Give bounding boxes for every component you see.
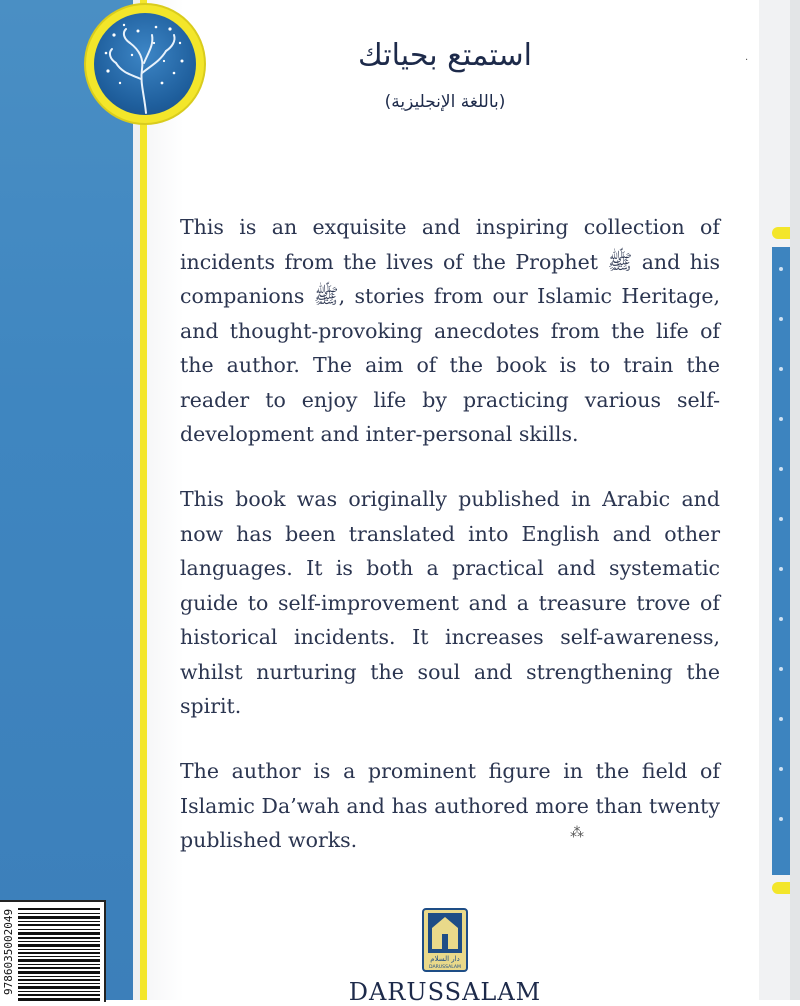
publisher-name: DARUSSALAM bbox=[348, 978, 542, 1006]
tree-emblem-icon bbox=[86, 5, 204, 123]
darussalam-logo-icon bbox=[422, 908, 468, 972]
arabic-subtitle: (باللغة الإنجليزية) bbox=[384, 92, 506, 112]
right-edge-shadow bbox=[790, 0, 800, 1000]
left-spine-panel bbox=[0, 0, 133, 1000]
print-speck: · bbox=[745, 55, 749, 66]
description-paragraph-3: The author is a prominent figure in the field of Islamic Da’wah and has authored more than twenty published works. bbox=[180, 759, 720, 852]
isbn-number: 9786035002049 bbox=[2, 908, 15, 996]
description-paragraph-2: This book was originally published in Arabic and now has been translated into English and other languages. It is both a practical and systematic guide to self-improvement and a treasure trove of historical incidents. It increases self-awareness, whilst nurturing the soul and strengthening the spirit. bbox=[180, 487, 720, 718]
barcode bbox=[0, 900, 106, 1002]
description-paragraph-1: This is an exquisite and inspiring collection of incidents from the lives of the Prophet ﷺ and his companions ﷺ, stories from our Islamic Heritage, and thought-provoking anecdotes from the life of the author. The aim of the book is to train the reader to enjoy life by practicing various self-development and inter-personal skills. bbox=[180, 215, 720, 446]
yellow-stripe bbox=[140, 0, 147, 1000]
svg-text:دار السلام: دار السلام bbox=[430, 955, 460, 963]
barcode-bars bbox=[18, 908, 100, 1002]
arabic-title: استمتع بحياتك bbox=[358, 38, 532, 73]
print-speck: ⁂ bbox=[570, 825, 584, 841]
spine-gap bbox=[133, 0, 140, 1000]
svg-text:DARUSSALAM: DARUSSALAM bbox=[429, 965, 461, 970]
